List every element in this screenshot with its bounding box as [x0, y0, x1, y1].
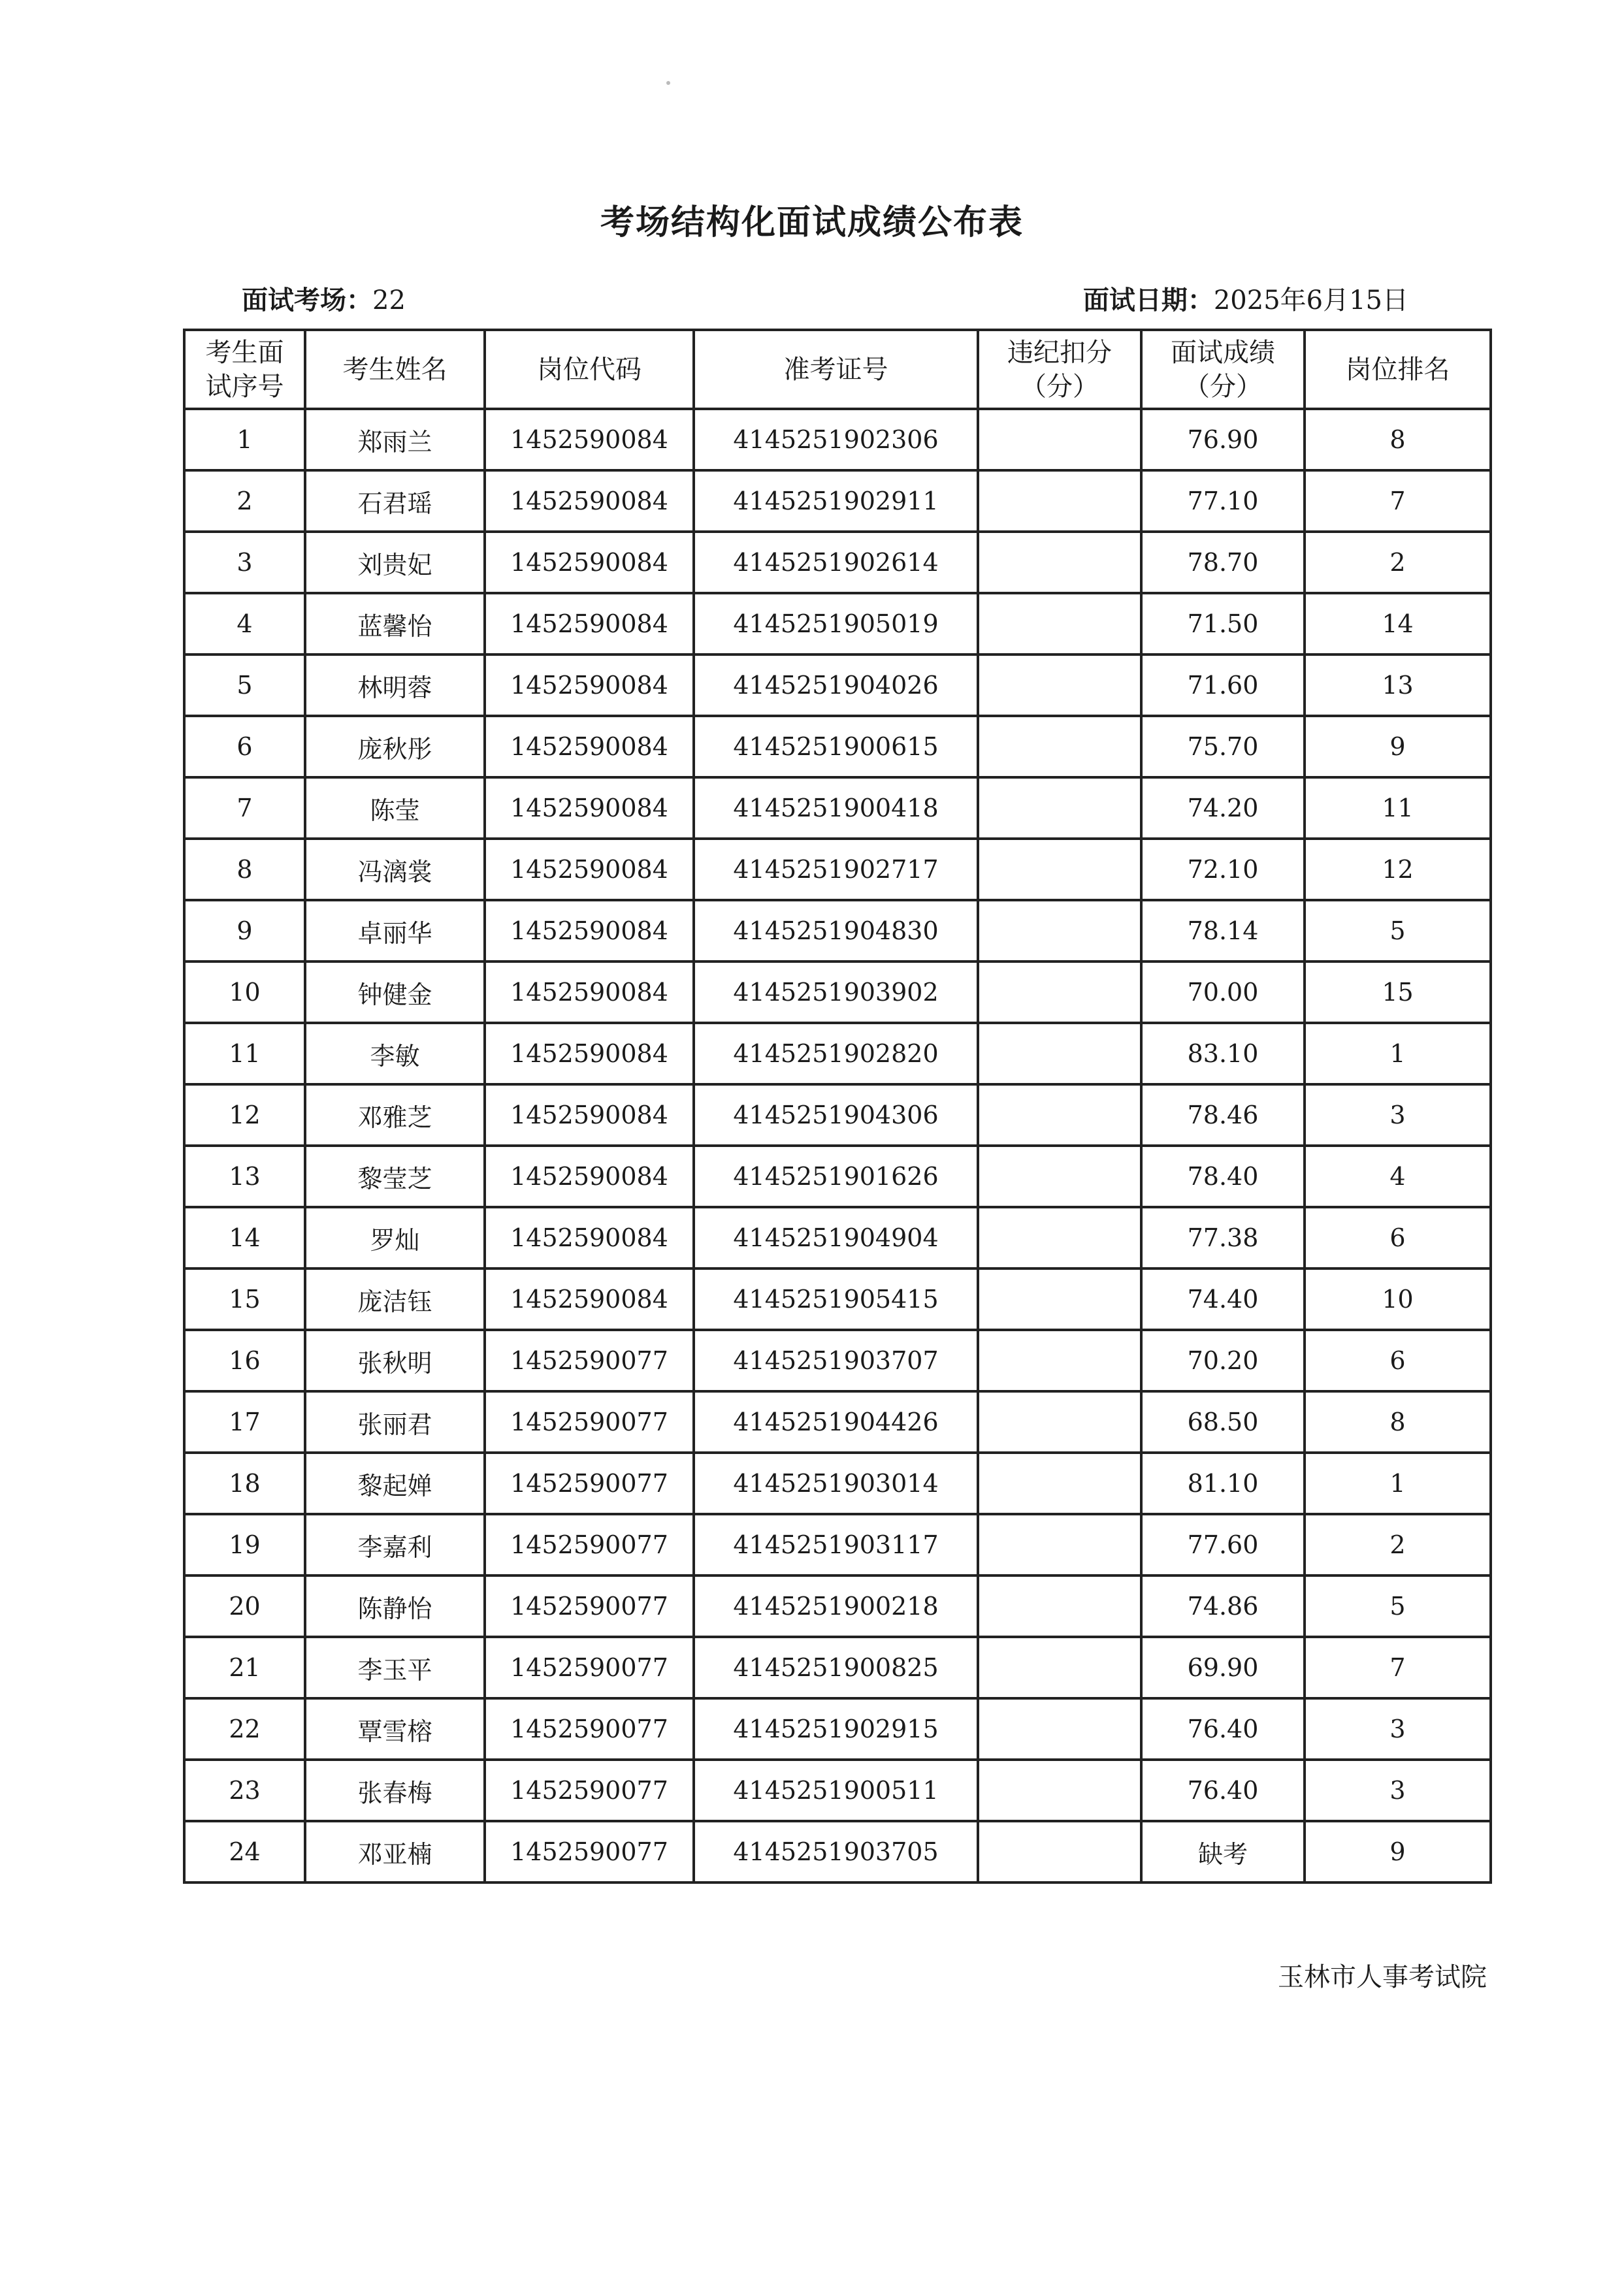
cell-deduct	[978, 1575, 1141, 1637]
cell-deduct	[978, 1207, 1141, 1268]
cell-post-code: 1452590077	[485, 1698, 694, 1760]
cell-deduct	[978, 470, 1141, 532]
cell-score: 81.10	[1141, 1453, 1305, 1514]
cell-name: 陈莹	[305, 777, 485, 839]
cell-rank: 6	[1305, 1207, 1491, 1268]
cell-post-code: 1452590077	[485, 1575, 694, 1637]
cell-score: 76.90	[1141, 409, 1305, 470]
cell-seq: 15	[184, 1268, 305, 1330]
cell-score: 74.40	[1141, 1268, 1305, 1330]
table-row	[184, 1760, 1491, 1821]
cell-deduct	[978, 1146, 1141, 1207]
scores-table	[183, 329, 1492, 1884]
cell-name: 蓝馨怡	[305, 593, 485, 654]
cell-seq: 19	[184, 1514, 305, 1575]
header-score-line2: （分）	[1184, 371, 1262, 402]
cell-ticket: 4145251903117	[694, 1514, 978, 1575]
cell-score: 70.00	[1141, 961, 1305, 1023]
table-row	[184, 1146, 1491, 1207]
cell-deduct	[978, 1453, 1141, 1514]
cell-ticket: 4145251902614	[694, 532, 978, 593]
table-row	[184, 1821, 1491, 1882]
cell-rank: 1	[1305, 1453, 1491, 1514]
header-score	[1141, 330, 1305, 409]
cell-post-code: 1452590077	[485, 1330, 694, 1391]
cell-name: 黎起婵	[305, 1453, 485, 1514]
cell-ticket: 4145251902717	[694, 839, 978, 900]
cell-ticket: 4145251903705	[694, 1821, 978, 1882]
cell-ticket: 4145251904306	[694, 1084, 978, 1146]
cell-deduct	[978, 654, 1141, 716]
cell-post-code: 1452590084	[485, 409, 694, 470]
exam-room-label: 面试考场：	[242, 285, 372, 315]
cell-score: 83.10	[1141, 1023, 1305, 1084]
cell-rank: 7	[1305, 1637, 1491, 1698]
cell-deduct	[978, 532, 1141, 593]
header-rank: 岗位排名	[1305, 330, 1491, 409]
cell-rank: 1	[1305, 1023, 1491, 1084]
header-score-line1: 面试成绩	[1171, 337, 1275, 368]
cell-name: 李敏	[305, 1023, 485, 1084]
cell-deduct	[978, 900, 1141, 961]
cell-post-code: 1452590084	[485, 961, 694, 1023]
cell-deduct	[978, 1514, 1141, 1575]
cell-name: 李嘉利	[305, 1514, 485, 1575]
cell-score: 78.46	[1141, 1084, 1305, 1146]
cell-post-code: 1452590084	[485, 470, 694, 532]
cell-seq: 3	[184, 532, 305, 593]
cell-post-code: 1452590084	[485, 900, 694, 961]
cell-name: 林明蓉	[305, 654, 485, 716]
cell-post-code: 1452590084	[485, 532, 694, 593]
cell-seq: 8	[184, 839, 305, 900]
cell-deduct	[978, 777, 1141, 839]
cell-seq: 24	[184, 1821, 305, 1882]
cell-deduct	[978, 1698, 1141, 1760]
cell-score: 78.40	[1141, 1146, 1305, 1207]
cell-name: 张秋明	[305, 1330, 485, 1391]
header-post-code: 岗位代码	[485, 330, 694, 409]
cell-seq: 4	[184, 593, 305, 654]
cell-rank: 2	[1305, 532, 1491, 593]
cell-ticket: 4145251904026	[694, 654, 978, 716]
cell-ticket: 4145251902911	[694, 470, 978, 532]
cell-rank: 4	[1305, 1146, 1491, 1207]
cell-score: 77.60	[1141, 1514, 1305, 1575]
cell-score: 77.10	[1141, 470, 1305, 532]
cell-score: 69.90	[1141, 1637, 1305, 1698]
exam-room-value: 22	[372, 285, 406, 315]
header-seq-line2: 试序号	[205, 371, 284, 402]
cell-ticket: 4145251904830	[694, 900, 978, 961]
table-row	[184, 1698, 1491, 1760]
cell-rank: 9	[1305, 716, 1491, 777]
cell-rank: 2	[1305, 1514, 1491, 1575]
cell-post-code: 1452590084	[485, 1268, 694, 1330]
cell-rank: 8	[1305, 409, 1491, 470]
cell-ticket: 4145251903707	[694, 1330, 978, 1391]
header-seq	[184, 330, 305, 409]
table-row	[184, 1391, 1491, 1453]
cell-name: 庞洁钰	[305, 1268, 485, 1330]
cell-deduct	[978, 1330, 1141, 1391]
cell-name: 黎莹芝	[305, 1146, 485, 1207]
cell-ticket: 4145251903014	[694, 1453, 978, 1514]
table-row	[184, 470, 1491, 532]
cell-ticket: 4145251902915	[694, 1698, 978, 1760]
table-header-row	[184, 330, 1491, 409]
cell-post-code: 1452590077	[485, 1637, 694, 1698]
cell-rank: 3	[1305, 1084, 1491, 1146]
cell-seq: 5	[184, 654, 305, 716]
table-row	[184, 532, 1491, 593]
cell-deduct	[978, 1760, 1141, 1821]
cell-rank: 9	[1305, 1821, 1491, 1882]
cell-score: 缺考	[1141, 1821, 1305, 1882]
cell-score: 76.40	[1141, 1760, 1305, 1821]
cell-seq: 7	[184, 777, 305, 839]
table-row	[184, 1084, 1491, 1146]
cell-name: 石君瑶	[305, 470, 485, 532]
cell-rank: 8	[1305, 1391, 1491, 1453]
table-row	[184, 1330, 1491, 1391]
table-row	[184, 1207, 1491, 1268]
cell-seq: 11	[184, 1023, 305, 1084]
cell-ticket: 4145251905019	[694, 593, 978, 654]
table-row	[184, 777, 1491, 839]
cell-name: 陈静怡	[305, 1575, 485, 1637]
cell-seq: 22	[184, 1698, 305, 1760]
cell-deduct	[978, 1391, 1141, 1453]
cell-post-code: 1452590084	[485, 593, 694, 654]
cell-ticket: 4145251902306	[694, 409, 978, 470]
cell-post-code: 1452590077	[485, 1760, 694, 1821]
cell-deduct	[978, 1084, 1141, 1146]
cell-post-code: 1452590084	[485, 1146, 694, 1207]
cell-rank: 3	[1305, 1760, 1491, 1821]
header-deduct-line1: 违纪扣分	[1007, 337, 1112, 368]
cell-seq: 20	[184, 1575, 305, 1637]
cell-post-code: 1452590077	[485, 1453, 694, 1514]
cell-seq: 2	[184, 470, 305, 532]
cell-deduct	[978, 1637, 1141, 1698]
header-deduct	[978, 330, 1141, 409]
cell-seq: 6	[184, 716, 305, 777]
footer-org: 玉林市人事考试院	[1278, 1962, 1487, 1992]
table-row	[184, 1453, 1491, 1514]
cell-rank: 5	[1305, 1575, 1491, 1637]
cell-name: 李玉平	[305, 1637, 485, 1698]
cell-rank: 14	[1305, 593, 1491, 654]
cell-name: 张丽君	[305, 1391, 485, 1453]
cell-deduct	[978, 716, 1141, 777]
cell-post-code: 1452590077	[485, 1821, 694, 1882]
exam-room-info	[242, 280, 406, 317]
cell-rank: 6	[1305, 1330, 1491, 1391]
cell-seq: 18	[184, 1453, 305, 1514]
cell-name: 卓丽华	[305, 900, 485, 961]
cell-post-code: 1452590084	[485, 777, 694, 839]
table-row	[184, 409, 1491, 470]
cell-score: 78.14	[1141, 900, 1305, 961]
cell-name: 罗灿	[305, 1207, 485, 1268]
cell-seq: 13	[184, 1146, 305, 1207]
header-name: 考生姓名	[305, 330, 485, 409]
cell-name: 邓亚楠	[305, 1821, 485, 1882]
cell-deduct	[978, 961, 1141, 1023]
cell-name: 郑雨兰	[305, 409, 485, 470]
cell-post-code: 1452590077	[485, 1391, 694, 1453]
cell-name: 覃雪榕	[305, 1698, 485, 1760]
cell-score: 68.50	[1141, 1391, 1305, 1453]
cell-seq: 14	[184, 1207, 305, 1268]
cell-post-code: 1452590084	[485, 716, 694, 777]
cell-deduct	[978, 409, 1141, 470]
table-row	[184, 1575, 1491, 1637]
cell-ticket: 4145251900615	[694, 716, 978, 777]
cell-rank: 13	[1305, 654, 1491, 716]
table-row	[184, 900, 1491, 961]
header-seq-line1: 考生面	[205, 337, 284, 368]
cell-score: 74.86	[1141, 1575, 1305, 1637]
exam-date-info	[1083, 280, 1408, 317]
cell-name: 邓雅芝	[305, 1084, 485, 1146]
cell-seq: 17	[184, 1391, 305, 1453]
cell-seq: 16	[184, 1330, 305, 1391]
cell-seq: 1	[184, 409, 305, 470]
cell-name: 张春梅	[305, 1760, 485, 1821]
cell-post-code: 1452590084	[485, 654, 694, 716]
table-row	[184, 839, 1491, 900]
cell-rank: 5	[1305, 900, 1491, 961]
cell-score: 74.20	[1141, 777, 1305, 839]
header-deduct-line2: （分）	[1020, 371, 1099, 402]
cell-name: 冯漓裳	[305, 839, 485, 900]
cell-score: 72.10	[1141, 839, 1305, 900]
cell-name: 钟健金	[305, 961, 485, 1023]
cell-seq: 23	[184, 1760, 305, 1821]
exam-date-value: 2025年6月15日	[1213, 285, 1408, 315]
cell-rank: 11	[1305, 777, 1491, 839]
cell-ticket: 4145251900418	[694, 777, 978, 839]
table-row	[184, 1514, 1491, 1575]
cell-score: 71.60	[1141, 654, 1305, 716]
cell-rank: 7	[1305, 470, 1491, 532]
cell-ticket: 4145251902820	[694, 1023, 978, 1084]
cell-ticket: 4145251900218	[694, 1575, 978, 1637]
cell-score: 70.20	[1141, 1330, 1305, 1391]
cell-post-code: 1452590084	[485, 1207, 694, 1268]
cell-post-code: 1452590084	[485, 839, 694, 900]
cell-ticket: 4145251901626	[694, 1146, 978, 1207]
cell-deduct	[978, 1268, 1141, 1330]
table-row	[184, 716, 1491, 777]
table-row	[184, 654, 1491, 716]
cell-seq: 9	[184, 900, 305, 961]
table-row	[184, 1023, 1491, 1084]
cell-score: 78.70	[1141, 532, 1305, 593]
cell-name: 刘贵妃	[305, 532, 485, 593]
cell-deduct	[978, 1023, 1141, 1084]
table-row	[184, 593, 1491, 654]
cell-score: 77.38	[1141, 1207, 1305, 1268]
cell-score: 75.70	[1141, 716, 1305, 777]
cell-post-code: 1452590077	[485, 1514, 694, 1575]
cell-ticket: 4145251905415	[694, 1268, 978, 1330]
cell-rank: 10	[1305, 1268, 1491, 1330]
cell-ticket: 4145251900825	[694, 1637, 978, 1698]
scan-speck	[666, 81, 670, 85]
table-row	[184, 1637, 1491, 1698]
cell-ticket: 4145251904426	[694, 1391, 978, 1453]
cell-ticket: 4145251900511	[694, 1760, 978, 1821]
cell-seq: 10	[184, 961, 305, 1023]
table-row	[184, 1268, 1491, 1330]
table-row	[184, 961, 1491, 1023]
cell-score: 76.40	[1141, 1698, 1305, 1760]
cell-rank: 15	[1305, 961, 1491, 1023]
cell-rank: 12	[1305, 839, 1491, 900]
cell-post-code: 1452590084	[485, 1023, 694, 1084]
cell-ticket: 4145251904904	[694, 1207, 978, 1268]
exam-date-label: 面试日期：	[1082, 285, 1214, 315]
cell-seq: 21	[184, 1637, 305, 1698]
header-ticket: 准考证号	[694, 330, 978, 409]
cell-deduct	[978, 839, 1141, 900]
cell-name: 庞秋彤	[305, 716, 485, 777]
cell-deduct	[978, 593, 1141, 654]
cell-ticket: 4145251903902	[694, 961, 978, 1023]
cell-deduct	[978, 1821, 1141, 1882]
cell-seq: 12	[184, 1084, 305, 1146]
cell-post-code: 1452590084	[485, 1084, 694, 1146]
cell-rank: 3	[1305, 1698, 1491, 1760]
page-title: 考场结构化面试成绩公布表	[600, 203, 1024, 242]
cell-score: 71.50	[1141, 593, 1305, 654]
